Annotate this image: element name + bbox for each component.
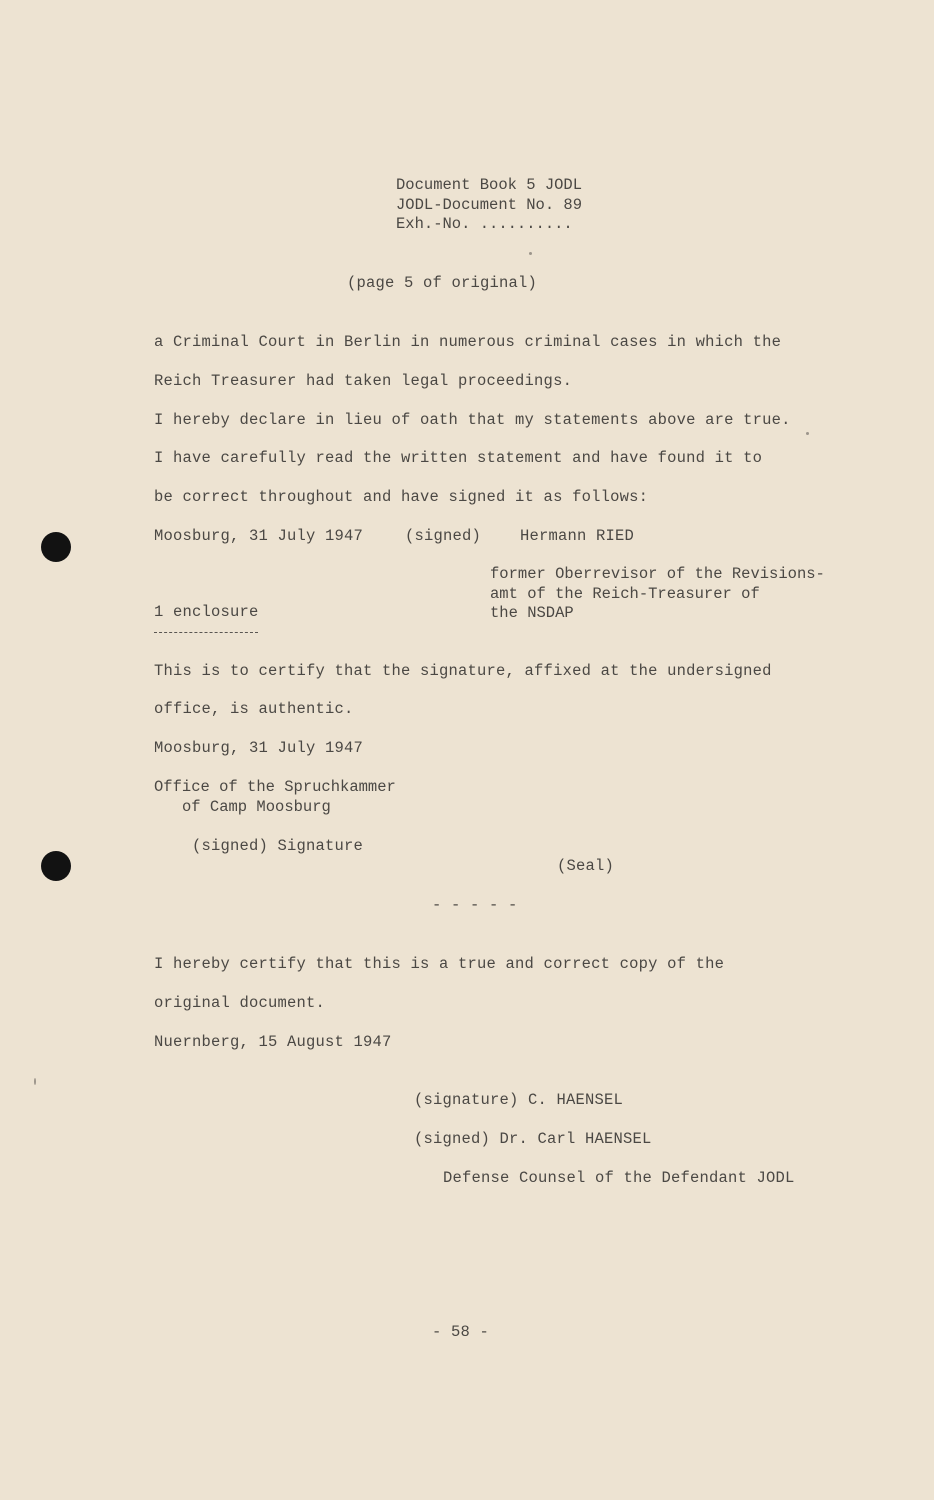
signature-signed-mark: (signed) (405, 527, 482, 545)
signer-title-line: the NSDAP (490, 604, 574, 622)
signer-title-line: amt of the Reich-Treasurer of (490, 584, 760, 603)
paper-speck (34, 1078, 36, 1085)
page-of-original: (page 5 of original) (347, 274, 538, 292)
header-exhibit-line: Exh.-No. .......... (396, 215, 573, 233)
enclosure-note: 1 enclosure (154, 603, 259, 621)
official-seal: (Seal) (557, 857, 615, 875)
section-separator: - - - - - (432, 896, 518, 914)
office-line: of Camp Moosburg (182, 797, 331, 816)
signature-place-date: Moosburg, 31 July 1947 (154, 527, 364, 545)
document-header (396, 176, 582, 235)
body-line: be correct throughout and have signed it as follows: (154, 488, 649, 506)
paper-speck (529, 252, 532, 255)
signer-title (490, 565, 825, 624)
certification-line: office, is authentic. (154, 700, 354, 718)
signer-title-line: former Oberrevisor of the Revisions- (490, 565, 825, 583)
body-line: I hereby declare in lieu of oath that my statements above are true. (154, 411, 791, 429)
enclosure-underline (154, 632, 258, 633)
punch-hole-lower (41, 851, 71, 881)
copy-certification-line: I hereby certify that this is a true and correct copy of the (154, 955, 725, 973)
page-number: - 58 - (432, 1323, 490, 1341)
signer-name: Hermann RIED (520, 527, 635, 545)
body-line: Reich Treasurer had taken legal proceedings. (154, 372, 573, 390)
certifying-office (154, 778, 396, 817)
certification-line: This is to certify that the signature, affixed at the undersigned (154, 662, 772, 680)
counsel-role: Defense Counsel of the Defendant JODL (443, 1169, 795, 1187)
copy-certification-line: original document. (154, 994, 326, 1012)
counsel-signature: (signature) C. HAENSEL (414, 1091, 624, 1109)
body-line: I have carefully read the written statement and have found it to (154, 449, 763, 467)
copy-certification-place-date: Nuernberg, 15 August 1947 (154, 1033, 392, 1051)
paper-speck (806, 432, 809, 435)
counsel-signed: (signed) Dr. Carl HAENSEL (414, 1130, 652, 1148)
certification-signed: (signed) Signature (192, 837, 364, 855)
header-document-line: JODL-Document No. 89 (396, 195, 583, 214)
header-book-line: Document Book 5 JODL (396, 176, 583, 194)
punch-hole-upper (41, 532, 71, 562)
office-line: Office of the Spruchkammer (154, 778, 396, 796)
certification-place-date: Moosburg, 31 July 1947 (154, 739, 364, 757)
body-line: a Criminal Court in Berlin in numerous criminal cases in which the (154, 333, 782, 351)
